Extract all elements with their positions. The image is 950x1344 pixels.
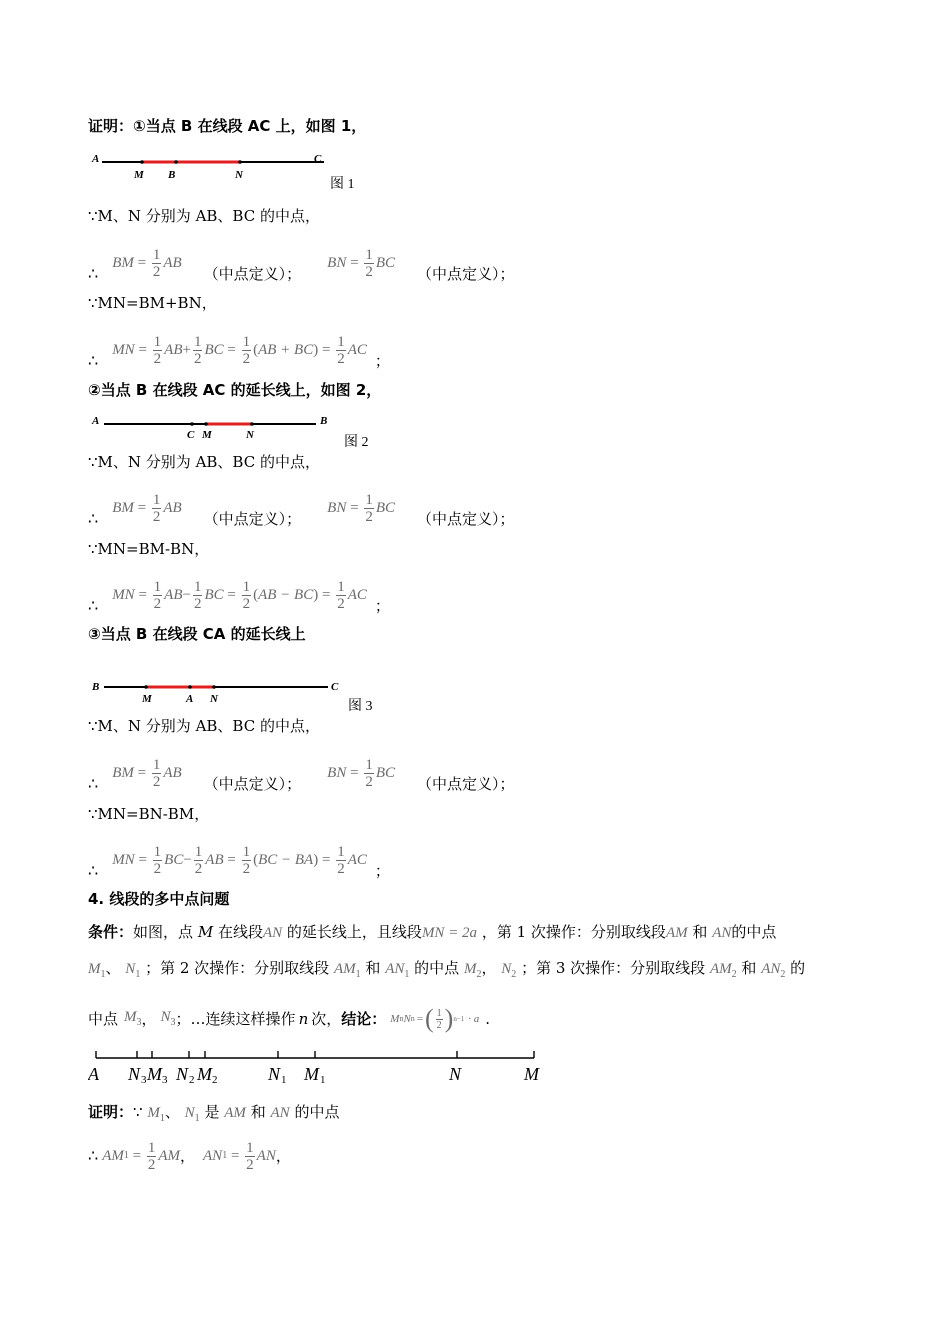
fig3-caption: 图 3 [348,699,373,714]
fig4-label-N3: N [128,1064,141,1084]
figure-3 [88,674,388,718]
fig1-caption: 图 1 [330,177,355,192]
s4-condition-line-1: 条件：如图，点 M 在线段AN 的延长线上，且线段MN = 2a ，第 1 次操作：分别取线段AM 和 AN的中点 [88,923,777,941]
fig2-label-N: N [246,429,254,441]
s4-proof-line-2: ∴ AM 1 = $\frac{1}{2}$ AM ， AN 1 = $\frac{1}{2}$ AN ， [88,1139,291,1173]
s2-full-equation: ∴ MN = $\frac{1}{2}$ AB − $\frac{1}{2}$ BC = $\frac{1}{2}$ ( AB − BC ) = $\frac{1}{2}$ AC ； [88,578,390,615]
fig1-label-M: M [134,169,144,181]
s4-title: 4. 线段的多中点问题 [88,890,230,908]
s3-sum: ∵MN=BN-BM， [88,805,210,823]
s2-midpoint-equations: ∴ BM = $\frac{1}{2}$ AB （中点定义）； BN = $\frac{1}{2}$ BC （中点定义）； [88,491,515,528]
figure-2 [88,410,388,454]
fig4-label-M3: M [147,1064,162,1084]
svg-text:2: 2 [189,1074,195,1086]
s2-heading: ②当点 B 在线段 AC 的延长线上，如图 2， [88,381,382,399]
conclusion-formula: M n N n = ( $\frac{1}{2}$ ) n−1 · a [390,1004,480,1033]
fig4-label-A: A [88,1064,99,1084]
fig3-label-M: M [142,693,152,705]
fig2-caption: 图 2 [344,435,369,450]
fig3-label-N: N [210,693,218,705]
fig2-label-C: C [187,429,195,441]
fig4-label-N: N [449,1064,462,1084]
fig1-label-B: B [168,169,176,181]
s1-heading: 证明：①当点 B 在线段 AC 上，如图 1， [88,117,367,135]
fig2-label-A: A [92,415,100,427]
fig3-label-C: C [331,681,339,693]
s1-full-equation: ∴ MN = $\frac{1}{2}$ AB + $\frac{1}{2}$ BC = $\frac{1}{2}$ ( AB + BC ) = $\frac{1}{2}$ AC ； [88,333,390,370]
s4-condition-line-3: 中点 $M_3$ ， $N_3$ ；…连续这样操作 n 次， 结论： M n N n = ( $\frac{1}{2}$ ) n−1 · a . [88,1002,490,1036]
fig1-label-C: C [314,153,322,165]
s2-given: ∵M、N 分别为 AB、BC 的中点， [88,453,320,471]
figure-1 [88,148,368,194]
fig3-label-B: B [92,681,100,693]
svg-text:3: 3 [162,1074,168,1086]
svg-text:1: 1 [320,1074,326,1086]
s1-midpoint-equations: ∴ BM = $\frac{1}{2}$ AB （中点定义）； BN = $\frac{1}{2}$ BC （中点定义）； [88,246,515,283]
fig4-label-M2: M [197,1064,212,1084]
s4-condition-line-2: $M_1$、 $N_1$ ；第 2 次操作：分别取线段 $AM_1$ 和 $AN_1$ 的中点 $M_2$， $N_2$ ；第 3 次操作：分别取线段 $AM_2$ 和 $AN_2$ 的 [88,959,806,980]
fig2-label-B: B [320,415,328,427]
fig4-label-N2: N [176,1064,189,1084]
fig4-label-M: M [524,1064,539,1084]
s1-given: ∵M、N 分别为 AB、BC 的中点， [88,207,320,225]
fig4-label-N1: N [268,1064,281,1084]
fig2-label-M: M [202,429,212,441]
figure-4 [88,1044,558,1088]
fig4-label-M1: M [304,1064,319,1084]
fig1-label-N: N [235,169,243,181]
s1-sum: ∵MN=BM+BN， [88,294,217,312]
s3-midpoint-equations: ∴ BM = $\frac{1}{2}$ AB （中点定义）； BN = $\frac{1}{2}$ BC （中点定义）； [88,756,515,793]
svg-text:2: 2 [212,1074,218,1086]
s2-sum: ∵MN=BM-BN， [88,540,210,558]
s3-heading: ③当点 B 在线段 CA 的延长线上 [88,625,306,643]
s4-proof-line-1: 证明：∵ $M_1$、 $N_1$ 是 AM 和 AN 的中点 [88,1103,340,1124]
fig1-label-A: A [92,153,100,165]
fig3-label-A: A [186,693,194,705]
s3-given: ∵M、N 分别为 AB、BC 的中点， [88,717,320,735]
svg-text:1: 1 [281,1074,287,1086]
svg-text:3: 3 [141,1074,147,1086]
s3-full-equation: ∴ MN = $\frac{1}{2}$ BC − $\frac{1}{2}$ AB = $\frac{1}{2}$ ( BC − BA ) = $\frac{1}{2}$ AC ； [88,843,390,880]
